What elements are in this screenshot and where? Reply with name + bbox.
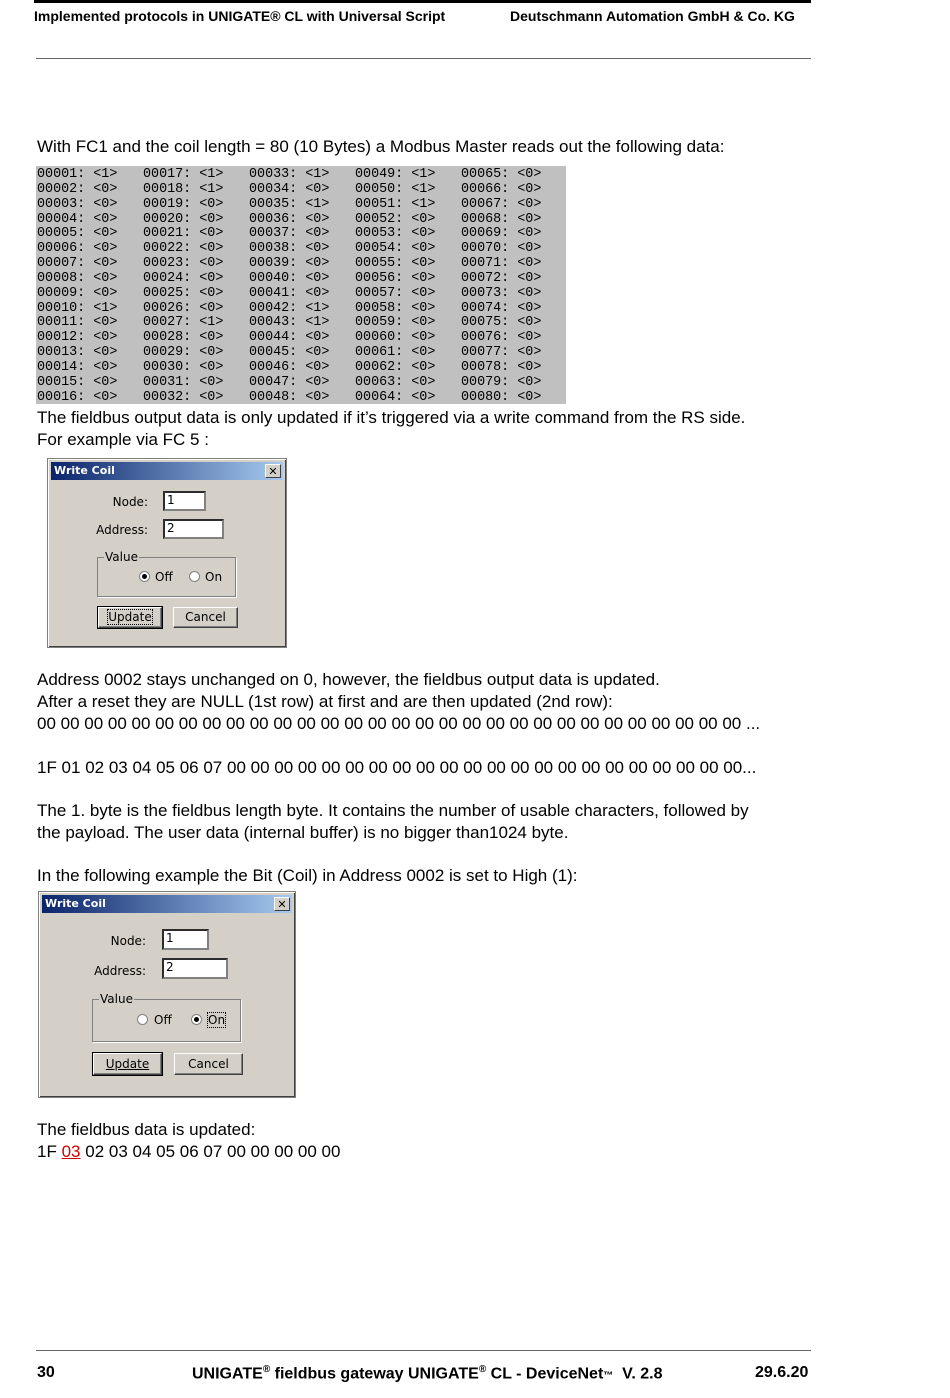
coil-entry: 00018: <1> [143,181,224,197]
on-radio[interactable] [189,571,200,582]
coil-entry: 00064: <0> [355,389,436,405]
footer-rule [36,1350,811,1351]
header-rule [36,58,811,59]
coil-entry: 00052: <0> [355,211,436,227]
on-radio[interactable] [191,1014,202,1025]
footer-reg-1: ® [262,1364,271,1375]
coil-entry: 00080: <0> [461,389,542,405]
coil-entry: 00050: <1> [355,181,436,197]
null-row: 00 00 00 00 00 00 00 00 00 00 00 00 00 00 00 00 00 00 00 00 00 00 00 00 00 00 00 00 00 00 ... [37,714,761,733]
coil-entry: 00078: <0> [461,359,542,375]
close-icon[interactable]: ✕ [274,897,290,911]
write-coil-dialog-2 [38,891,296,1098]
coil-entry: 00049: <1> [355,167,436,182]
coil-entry: 00032: <0> [143,389,224,405]
result-suffix: 02 03 04 05 06 07 00 00 00 00 00 [85,1142,341,1161]
write-coil-dialog-1 [47,458,287,648]
para2-line2: After a reset they are NULL (1st row) at first and are then updated (2nd row): [37,692,613,711]
address-input[interactable]: 2 [162,958,228,979]
header-bar [34,0,811,3]
coil-entry: 00021: <0> [143,226,224,242]
cancel-button[interactable] [174,1053,243,1075]
coil-entry: 00010: <1> [37,300,118,316]
coil-entry: 00003: <0> [37,196,118,212]
coil-entry: 00006: <0> [37,241,118,257]
coil-entry: 00020: <0> [143,211,224,227]
coil-entry: 00004: <0> [37,211,118,227]
result-row [37,1141,340,1163]
coil-entry: 00027: <1> [143,315,224,331]
cancel-button[interactable] [173,607,238,628]
value-group [92,992,241,1042]
para2-line1: Address 0002 stays unchanged on 0, however, the fieldbus output data is updated. [37,670,660,689]
coil-entry: 00039: <0> [249,256,330,272]
footer-title-part3: CL - DeviceNet [486,1365,604,1383]
coil-entry: 00037: <0> [249,226,330,242]
coil-entry: 00071: <0> [461,256,542,272]
coil-entry: 00036: <0> [249,211,330,227]
coil-entry: 00073: <0> [461,285,542,301]
update-button[interactable] [93,1053,162,1075]
coil-entry: 00024: <0> [143,270,224,286]
coil-entry: 00063: <0> [355,374,436,390]
coil-column [142,168,248,404]
coil-entry: 00022: <0> [143,241,224,257]
header-company: Deutschmann Automation GmbH & Co. KG [510,8,795,24]
coil-entry: 00011: <0> [37,315,118,331]
coil-column [354,168,460,404]
page-number: 30 [37,1364,55,1381]
off-radio-label: Off [154,1013,172,1027]
coil-entry: 00001: <1> [37,167,118,182]
coil-entry: 00013: <0> [37,345,118,361]
coil-entry: 00072: <0> [461,270,542,286]
result-prefix: 1F [37,1142,57,1161]
coil-entry: 00060: <0> [355,330,436,346]
update-button-label: Update [108,610,152,624]
coil-entry: 00061: <0> [355,345,436,361]
footer-title [192,1364,663,1383]
coil-entry: 00042: <1> [249,300,330,316]
coil-entry: 00002: <0> [37,181,118,197]
para3-line2: the payload. The user data (internal buffer) is no bigger than1024 byte. [37,823,569,842]
coil-entry: 00077: <0> [461,345,542,361]
coil-entry: 00029: <0> [143,345,224,361]
coil-entry: 00030: <0> [143,359,224,375]
off-radio[interactable] [139,571,150,582]
coil-entry: 00045: <0> [249,345,330,361]
address-label: Address: [96,523,148,537]
node-input[interactable]: 1 [162,929,209,950]
coil-table [36,166,566,404]
coil-entry: 00046: <0> [249,359,330,375]
node-label: Node: [110,934,146,948]
coil-entry: 00035: <1> [249,196,330,212]
coil-column [460,168,566,404]
coil-entry: 00026: <0> [143,300,224,316]
coil-entry: 00009: <0> [37,285,118,301]
value-group-label: Value [100,992,133,1006]
coil-entry: 00059: <0> [355,315,436,331]
dialog-title [51,462,283,480]
coil-entry: 00079: <0> [461,374,542,390]
header-title: Implemented protocols in UNIGATE® CL with Universal Script [34,8,446,24]
coil-entry: 00031: <0> [143,374,224,390]
off-radio[interactable] [137,1014,148,1025]
coil-entry: 00056: <0> [355,270,436,286]
coil-entry: 00016: <0> [37,389,118,405]
coil-entry: 00047: <0> [249,374,330,390]
coil-entry: 00043: <1> [249,315,330,331]
footer-version: V. 2.8 [613,1365,663,1383]
coil-entry: 00017: <1> [143,167,224,182]
intro-text: With FC1 and the coil length = 80 (10 Bytes) a Modbus Master reads out the following data: [37,137,725,156]
coil-entry: 00075: <0> [461,315,542,331]
update-button[interactable] [98,607,162,628]
para3-line1: The 1. byte is the fieldbus length byte. It contains the number of usable characters, followed by [37,801,749,820]
node-label: Node: [112,495,148,509]
coil-entry: 00028: <0> [143,330,224,346]
footer-title-part1: UNIGATE [192,1365,263,1383]
off-radio-label: Off [155,570,173,584]
dialog-title-text: Write Coil [54,464,115,477]
coil-entry: 00070: <0> [461,241,542,257]
update-button-label: Update [105,1057,150,1071]
coil-entry: 00054: <0> [355,241,436,257]
coil-entry: 00019: <0> [143,196,224,212]
coil-entry: 00008: <0> [37,270,118,286]
coil-entry: 00066: <0> [461,181,542,197]
coil-entry: 00007: <0> [37,256,118,272]
coil-entry: 00023: <0> [143,256,224,272]
on-radio-label: On [208,1013,226,1027]
coil-entry: 00014: <0> [37,359,118,375]
coil-entry: 00068: <0> [461,211,542,227]
footer-trademark: ™ [603,1370,614,1382]
footer-title-part2: fieldbus gateway UNIGATE [270,1365,479,1383]
node-input[interactable]: 1 [163,491,206,511]
para5: The fieldbus data is updated: [37,1120,256,1139]
coil-entry: 00069: <0> [461,226,542,242]
address-label: Address: [94,964,146,978]
coil-entry: 00074: <0> [461,300,542,316]
address-input[interactable]: 2 [163,519,224,539]
dialog-title [42,895,292,913]
footer-date: 29.6.20 [755,1364,809,1381]
coil-entry: 00005: <0> [37,226,118,242]
close-icon[interactable]: ✕ [265,464,281,478]
coil-column [248,168,354,404]
coil-entry: 00055: <0> [355,256,436,272]
coil-entry: 00067: <0> [461,196,542,212]
coil-entry: 00040: <0> [249,270,330,286]
cancel-button-label: Cancel [188,1057,229,1071]
coil-entry: 00048: <0> [249,389,330,405]
coil-entry: 00062: <0> [355,359,436,375]
coil-entry: 00065: <0> [461,167,542,182]
coil-entry: 00057: <0> [355,285,436,301]
coil-entry: 00025: <0> [143,285,224,301]
coil-entry: 00041: <0> [249,285,330,301]
para1-line2: For example via FC 5 : [37,430,209,449]
coil-entry: 00012: <0> [37,330,118,346]
coil-entry: 00034: <0> [249,181,330,197]
coil-column [36,168,142,404]
value-group [97,550,236,597]
coil-entry: 00076: <0> [461,330,542,346]
coil-entry: 00038: <0> [249,241,330,257]
cancel-button-label: Cancel [185,610,226,624]
on-radio-label: On [205,570,223,584]
updated-row: 1F 01 02 03 04 05 06 07 00 00 00 00 00 00 00 00 00 00 00 00 00 00 00 00 00 00 00 00 00 00... [37,758,757,777]
coil-entry: 00033: <1> [249,167,330,182]
result-highlight: 03 [61,1142,81,1161]
dialog-title-text: Write Coil [45,897,106,910]
coil-entry: 00053: <0> [355,226,436,242]
para4: In the following example the Bit (Coil) in Address 0002 is set to High (1): [37,866,578,885]
para1-line1: The fieldbus output data is only updated if it’s triggered via a write command from the RS side. [37,408,746,427]
value-group-label: Value [105,550,138,564]
coil-entry: 00051: <1> [355,196,436,212]
coil-entry: 00044: <0> [249,330,330,346]
coil-entry: 00015: <0> [37,374,118,390]
footer-reg-2: ® [478,1364,487,1375]
coil-entry: 00058: <0> [355,300,436,316]
